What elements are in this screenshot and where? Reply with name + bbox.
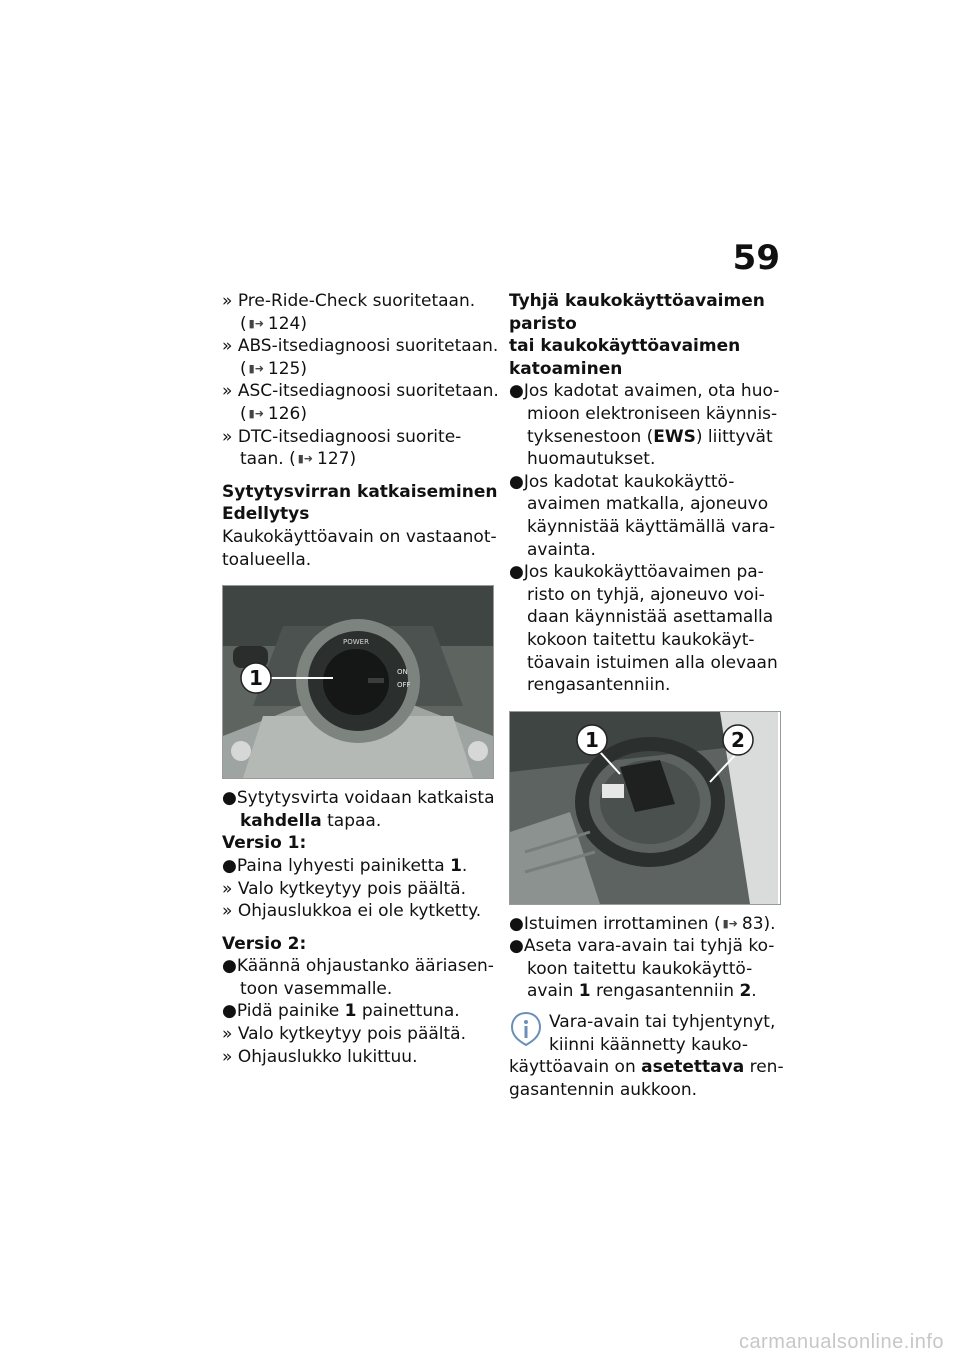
- bullet-item-continued: tyksenestoon (EWS) liittyvät: [527, 426, 773, 447]
- page-reference[interactable]: ▮➜ 83: [722, 913, 764, 934]
- ring-antenna-photo: [509, 711, 781, 905]
- section-heading: katoaminen: [509, 358, 623, 379]
- note-text: käyttöavain on asetettava ren-: [509, 1057, 784, 1078]
- watermark-url: carmanualsonline.info: [738, 1331, 944, 1353]
- check-item: » ASC-itsediagnoosi suoritetaan.: [222, 381, 499, 402]
- callout-1: 1: [249, 666, 263, 691]
- bullet-item-continued: kokoon taitettu kaukokäyt-: [527, 629, 755, 650]
- note-text: Vara-avain tai tyhjentynyt,: [549, 1012, 776, 1033]
- section-heading: paristo: [509, 313, 577, 334]
- page-reference[interactable]: ( ▮➜ 124): [240, 313, 308, 334]
- reference-arrow-icon: ▮➜: [297, 452, 314, 466]
- result-item: » Ohjauslukkoa ei ole kytketty.: [222, 901, 482, 922]
- result-item: » Ohjauslukko lukittuu.: [222, 1046, 418, 1067]
- bullet-item-continued: töavain istuimen alla olevaan: [527, 652, 778, 673]
- bullet-item-continued: daan käynnistää asettamalla: [527, 607, 774, 628]
- check-item: » Pre-Ride-Check suoritetaan.: [222, 291, 476, 311]
- step-item-continued: avain 1 rengasantenniin 2.: [527, 981, 757, 1002]
- bullet-item-continued: avaimen matkalla, ajoneuvo: [527, 494, 769, 515]
- reference-arrow-icon: ▮➜: [722, 916, 738, 930]
- step-item: ●Istuimen irrottaminen ( ▮➜ 83).: [509, 913, 776, 934]
- step-item: ●Paina lyhyesti painiketta 1.: [222, 855, 468, 876]
- bullet-item: ●Jos kaukokäyttöavaimen pa-: [509, 562, 764, 583]
- subsection-heading: Edellytys: [222, 504, 310, 525]
- bullet-item-continued: käynnistää käyttämällä vara-: [527, 516, 776, 537]
- bullet-item-continued: mioon elektroniseen käynnis-: [527, 403, 778, 424]
- bullet-item-continued: kahdella tapaa.: [240, 810, 382, 831]
- bullet-item: ●Jos kadotat kaukokäyttö-: [509, 471, 735, 492]
- bullet-item-continued: huomautukset.: [527, 449, 656, 470]
- result-item: » Valo kytkeytyy pois päältä.: [222, 878, 466, 899]
- page-reference[interactable]: ( ▮➜ 125): [240, 358, 308, 379]
- result-item: » Valo kytkeytyy pois päältä.: [222, 1024, 466, 1045]
- check-item: » DTC-itsediagnoosi suorite-: [222, 426, 462, 447]
- bullet-item: ●Jos kadotat avaimen, ota huo-: [509, 381, 780, 402]
- section-heading: Sytytysvirran katkaiseminen: [222, 481, 498, 502]
- step-item: ●Käännä ohjaustanko ääriasen-: [222, 956, 494, 977]
- info-icon: [509, 1011, 543, 1054]
- page-reference[interactable]: ( ▮➜ 126): [240, 403, 308, 424]
- left-column: [222, 290, 499, 1068]
- on-label: ON: [397, 668, 408, 677]
- section-heading: Tyhjä kaukokäyttöavaimen: [509, 291, 765, 311]
- condition-text: Kaukokäyttöavain on vastaanot-: [222, 526, 497, 547]
- note-text: kiinni käännetty kauko-: [549, 1034, 748, 1055]
- ignition-switch-illustration: [223, 586, 493, 778]
- ignition-switch-photo: [222, 585, 494, 779]
- page-number: 59: [732, 238, 780, 278]
- info-note: [509, 1011, 784, 1101]
- note-text: gasantennin aukkoon.: [509, 1079, 698, 1100]
- section-heading: tai kaukokäyttöavaimen: [509, 336, 741, 357]
- off-label: OFF: [397, 681, 411, 690]
- right-column: [509, 290, 784, 1101]
- version-heading: Versio 1:: [222, 833, 307, 854]
- bullet-item-continued: risto on tyhjä, ajoneuvo voi-: [527, 584, 765, 605]
- check-item-continued: taan. ( ▮➜ 127): [240, 449, 357, 470]
- bullet-item-continued: rengasantenniin.: [527, 675, 671, 696]
- reference-arrow-icon: ▮➜: [248, 406, 264, 420]
- condition-text: toalueella.: [222, 549, 312, 570]
- version-heading: Versio 2:: [222, 933, 307, 954]
- power-label: POWER: [343, 638, 369, 647]
- ring-antenna-illustration: [510, 712, 778, 904]
- step-item: ●Pidä painike 1 painettuna.: [222, 1001, 460, 1022]
- callout-2: 2: [731, 727, 745, 752]
- page-reference[interactable]: ( ▮➜ 127): [289, 449, 357, 470]
- step-item: ●Aseta vara-avain tai tyhjä ko-: [509, 936, 775, 957]
- reference-arrow-icon: ▮➜: [248, 316, 264, 330]
- check-item: » ABS-itsediagnoosi suoritetaan.: [222, 336, 499, 357]
- bullet-item-continued: avainta.: [527, 539, 596, 560]
- step-item-continued: toon vasemmalle.: [240, 978, 393, 999]
- reference-arrow-icon: ▮➜: [248, 361, 264, 375]
- bullet-item: ●Sytytysvirta voidaan katkaista: [222, 788, 495, 809]
- callout-1: 1: [585, 727, 599, 752]
- step-item-continued: koon taitettu kaukokäyttö-: [527, 958, 753, 979]
